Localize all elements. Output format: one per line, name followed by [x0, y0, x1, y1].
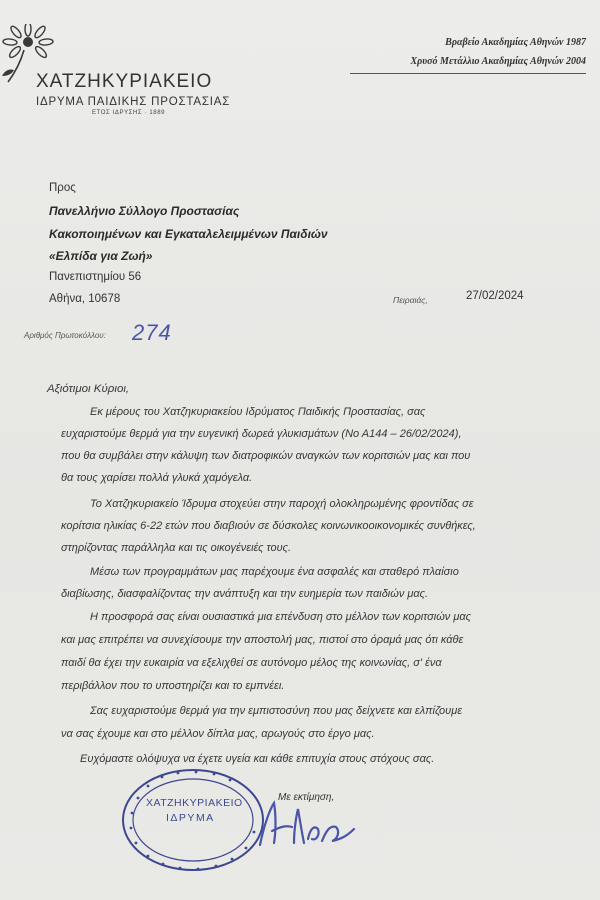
handwritten-signature — [250, 795, 360, 855]
letter-place: Πειραιάς, — [393, 295, 428, 305]
recipient-prefix: Προς — [49, 182, 76, 194]
org-name: ΧΑΤΖΗΚΥΡΙΑΚΕΙΟ — [36, 71, 213, 92]
protocol-number: 274 — [132, 320, 172, 345]
recipient-city: Αθήνα, 10678 — [49, 293, 121, 305]
body-line: Σας ευχαριστούμε θερμά για την εμπιστοσύνη που μας δείχνετε και ελπίζουμε — [90, 705, 463, 717]
protocol-label: Αριθμός Πρωτοκόλλου: — [24, 331, 106, 340]
recipient-address: Πανεπιστημίου 56 — [49, 271, 142, 283]
award-2: Χρυσό Μετάλλιο Ακαδημίας Αθηνών 2004 — [410, 56, 586, 67]
org-subtitle: ΙΔΡΥΜΑ ΠΑΙΔΙΚΗΣ ΠΡΟΣΤΑΣΙΑΣ — [36, 96, 231, 108]
body-line: Μέσω των προγραμμάτων μας παρέχουμε ένα ασφαλές και σταθερό πλαίσιο — [90, 566, 459, 578]
founded-year: ΕΤΟΣ ΙΔΡΥΣΗΣ · 1889 — [92, 110, 166, 116]
body-line: και μας επιτρέπει να συνεχίσουμε την αποστολή μας, πιστοί στο όραμά μας ότι κάθε — [61, 634, 464, 646]
body-line: Η προσφορά σας είναι ουσιαστικά μια επένδυση στο μέλλον των κοριτσιών μας — [90, 611, 471, 623]
greeting: Αξιότιμοι Κύριοι, — [47, 383, 130, 395]
letter-date: 27/02/2024 — [466, 290, 524, 302]
body-line: Το Χατζηκυριακείο Ίδρυμα στοχεύει στην παροχή ολοκληρωμένης φροντίδας σε — [90, 498, 474, 510]
body-line: κορίτσια ηλικίας 6-22 ετών που διαβιούν σε δύσκολες κοινωνικοοικονομικές συνθήκες, — [61, 520, 476, 532]
stamp-text: ΧΑΤΖΗΚΥΡΙΑΚΕΙΟ — [146, 797, 243, 809]
body-line: περιβάλλον που το υποστηρίζει και το εμπνέει. — [61, 680, 285, 692]
recipient-line: Κακοποιημένων και Εγκαταλελειμμένων Παιδιών — [49, 227, 328, 241]
body-line: Ευχόμαστε ολόψυχα να έχετε υγεία και κάθε επιτυχία στους στόχους σας. — [80, 753, 435, 765]
institution-stamp — [118, 768, 268, 888]
body-line: που θα συμβάλει στην κάλυψη των διατροφικών αναγκών των κοριτσιών μας και που — [61, 450, 471, 462]
recipient-line: «Ελπίδα για Ζωή» — [49, 249, 153, 263]
stamp-text: ΙΔΡΥΜΑ — [166, 812, 215, 824]
body-line: στηρίζοντας παράλληλα και τις οικογένειές τους. — [61, 542, 292, 554]
body-line: διαβίωσης, διασφαλίζοντας την ανάπτυξη και την ευημερία των παιδιών μας. — [61, 588, 429, 600]
body-line: να σας έχουμε και στο μέλλον δίπλα μας, αρωγούς στο έργο μας. — [61, 728, 375, 740]
header-divider — [350, 73, 586, 74]
body-line: θα τους χαρίσει πολλά γλυκά χαμόγελα. — [61, 472, 253, 484]
closing-text: Με εκτίμηση, — [278, 792, 335, 803]
recipient-line: Πανελλήνιο Σύλλογο Προστασίας — [49, 204, 240, 218]
body-line: παιδί θα έχει την ευκαιρία να εξελιχθεί σε αυτόνομο μέλος της κοινωνίας, σ' ένα — [61, 657, 442, 669]
body-line: Εκ μέρους του Χατζηκυριακείου Ιδρύματος Παιδικής Προστασίας, σας — [90, 406, 426, 418]
body-line: ευχαριστούμε θερμά για την ευγενική δωρεά γλυκισμάτων (Νο Α144 – 26/02/2024), — [61, 428, 462, 440]
award-1: Βραβείο Ακαδημίας Αθηνών 1987 — [445, 37, 586, 48]
